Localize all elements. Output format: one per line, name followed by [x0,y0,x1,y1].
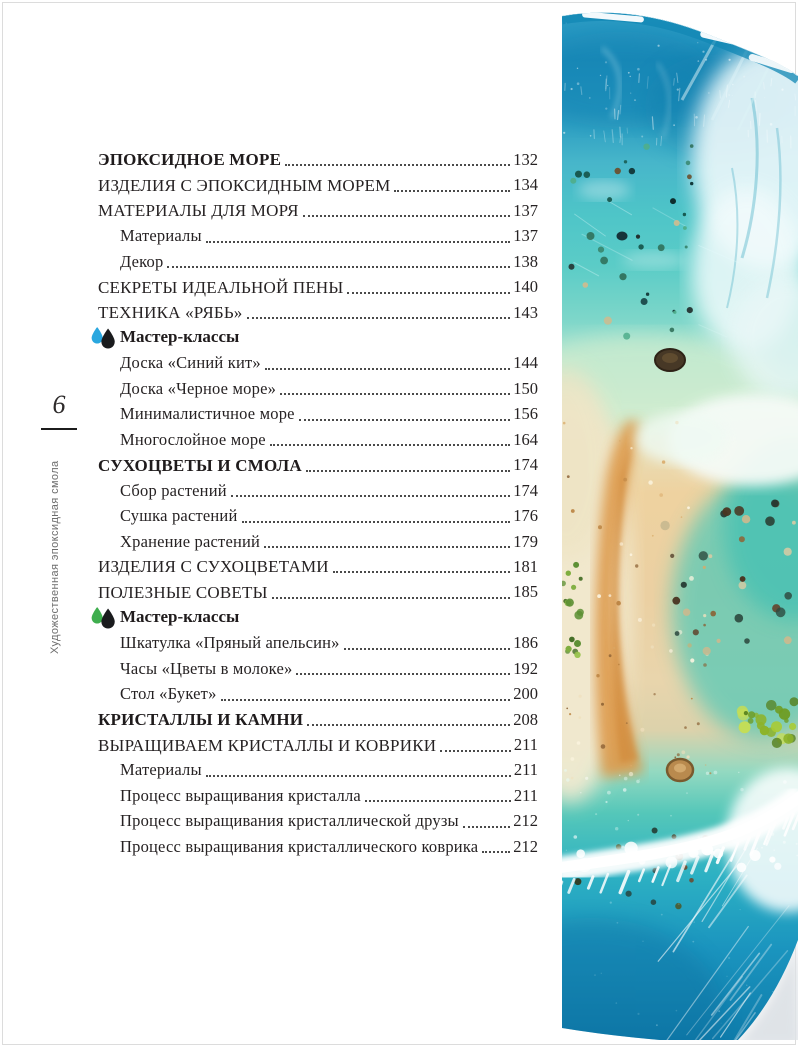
toc-entry-page: 185 [513,582,538,602]
toc-entry [98,300,538,325]
dotted-leader [167,266,510,268]
toc-masterclass-label: Мастер-классы [120,607,240,627]
toc-entry [98,147,538,172]
dotted-leader [306,470,510,472]
toc-entry-page: 132 [513,149,538,169]
page-number: 6 [52,390,66,419]
dotted-leader [394,190,510,192]
toc-entry-page: 174 [513,480,538,500]
toc-entry [98,401,538,426]
toc-entry-label: ВЫРАЩИВАЕМ КРИСТАЛЛЫ И КОВРИКИ [98,735,437,755]
spine-caption: Художественная эпоксидная смола [49,460,61,654]
toc-entry-page: 179 [513,531,538,551]
toc-entry-page: 208 [513,709,538,729]
toc-entry [98,249,538,274]
toc-entry-page: 192 [513,658,538,678]
dotted-leader [463,826,510,828]
toc-entry-page: 138 [513,251,538,271]
toc-masterclass-heading [98,325,538,350]
toc-entry-page: 156 [513,404,538,424]
dotted-leader [482,851,510,853]
dotted-leader [231,495,511,497]
toc-entry-label: Процесс выращивания кристаллического коврика [120,836,479,856]
dotted-leader [264,546,510,548]
toc-entry [98,172,538,197]
dotted-leader [440,750,511,752]
toc-entry-label: Шкатулка «Пряный апельсин» [120,633,340,653]
toc-entry [98,783,538,808]
dotted-leader [347,292,510,294]
toc-entry [98,707,538,732]
water-drops-icon [89,605,120,630]
dotted-leader [247,317,511,319]
toc-entry [98,758,538,783]
dotted-leader [307,724,510,726]
toc-entry-page: 212 [513,836,538,856]
toc-entry-label: Сушка растений [120,506,238,526]
toc-entry-page: 174 [513,455,538,475]
toc-entry [98,656,538,681]
dotted-leader [303,215,511,217]
toc-entry-page: 164 [513,429,538,449]
toc-entry-label: Сбор растений [120,480,227,500]
toc-entry [98,452,538,477]
toc-entry-label: ТЕХНИКА «РЯБЬ» [98,303,243,323]
toc-masterclass-heading [98,605,538,630]
toc-entry [98,376,538,401]
toc-entry [98,274,538,299]
resin-art-photo [562,8,798,1040]
toc-entry-page: 134 [513,175,538,195]
toc-entry-label: Декор [120,251,164,271]
toc-entry-label: Стол «Букет» [120,684,217,704]
toc-entry-page: 144 [513,353,538,373]
toc-entry-label: Материалы [120,226,202,246]
toc-entry-label: Хранение растений [120,531,261,551]
toc-entry [98,223,538,248]
toc-entry-label: Минималистичное море [120,404,295,424]
dotted-leader [272,597,511,599]
toc-entry-page: 211 [513,785,538,805]
toc-entry-page: 200 [513,684,538,704]
toc-entry-page: 140 [513,277,538,297]
toc-entry-page: 137 [513,226,538,246]
water-drops-icon [89,325,120,350]
toc-entry [98,478,538,503]
toc-entry-label: МАТЕРИАЛЫ ДЛЯ МОРЯ [98,201,299,221]
toc-entry [98,808,538,833]
dotted-leader [365,800,511,802]
dotted-leader [280,393,510,395]
dotted-leader [299,419,511,421]
toc-entry-page: 150 [513,378,538,398]
dotted-leader [296,673,510,675]
dotted-leader [242,521,511,523]
toc-entry-label: Процесс выращивания кристалла [120,785,361,805]
toc-entry-label: ПОЛЕЗНЫЕ СОВЕТЫ [98,582,268,602]
resin-ocean-artwork [562,8,798,1040]
toc-entry-page: 143 [513,302,538,322]
toc-entry-page: 176 [513,506,538,526]
dotted-leader [285,164,510,166]
dotted-leader [333,571,511,573]
toc-entry-page: 211 [513,760,538,780]
toc-entry [98,529,538,554]
toc-entry-page: 211 [513,735,538,754]
toc-entry [98,579,538,604]
toc-entry-label: ЭПОКСИДНОЕ МОРЕ [98,150,282,170]
toc-entry [98,198,538,223]
toc-entry-page: 186 [513,633,538,653]
toc-entry [98,630,538,655]
toc-entry-label: КРИСТАЛЛЫ И КАМНИ [98,710,304,730]
toc-entry-label: Процесс выращивания кристаллической друзы [120,811,459,831]
toc-entry-label: Доска «Черное море» [120,378,277,398]
toc-entry-label: Материалы [120,760,202,780]
toc-entry [98,503,538,528]
dotted-leader [344,648,511,650]
dotted-leader [270,444,510,446]
dotted-leader [206,241,510,243]
toc-entry [98,681,538,706]
toc-entry-page: 181 [513,556,538,576]
dotted-leader [206,775,511,777]
toc-entry [98,732,538,757]
toc-entry-label: Многослойное море [120,429,266,449]
toc-entry [98,554,538,579]
toc-entry [98,351,538,376]
toc-entry-label: СУХОЦВЕТЫ И СМОЛА [98,455,302,475]
dotted-leader [221,699,511,701]
toc-entry-label: ИЗДЕЛИЯ С СУХОЦВЕТАМИ [98,557,329,577]
toc-entry-label: Доска «Синий кит» [120,353,261,373]
table-of-contents [98,147,538,859]
toc-masterclass-label: Мастер-классы [120,327,240,347]
folio-rule [41,428,77,430]
toc-entry-label: Часы «Цветы в молоке» [120,658,293,678]
toc-entry [98,834,538,859]
toc-entry-page: 137 [513,200,538,220]
dotted-leader [265,368,510,370]
toc-entry-label: СЕКРЕТЫ ИДЕАЛЬНОЙ ПЕНЫ [98,277,344,297]
toc-entry-page: 212 [513,811,538,831]
toc-entry [98,427,538,452]
toc-entry-label: ИЗДЕЛИЯ С ЭПОКСИДНЫМ МОРЕМ [98,175,391,195]
